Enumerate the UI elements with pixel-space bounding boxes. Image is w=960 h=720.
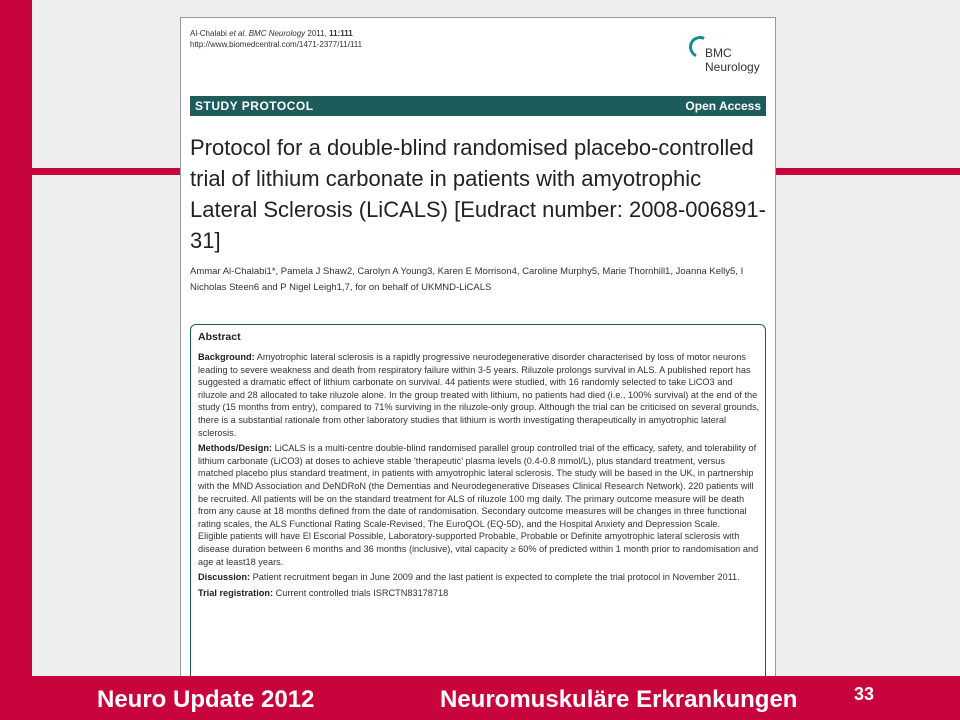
abstract-registration [198,587,760,600]
logo-line-2: Neurology [705,60,760,74]
citation-year: 2011, [307,29,327,38]
abstract-background [198,351,760,439]
footer-course-title: Neuro Update 2012 [97,686,315,713]
abstract-methods [198,442,760,530]
slide-number: 33 [854,684,875,704]
discussion-label: Discussion: [198,572,251,583]
author-list: Ammar Al-Chalabi1*, Pamela J Shaw2, Carolyn A Young3, Karen E Morrison4, Caroline Murphy5, Marie Thornhill1, Joanna Kelly5, I Nicholas Steen6 and P Nigel Leigh1,7, for on behalf of UKMND-LiCALS [190,266,744,293]
journal-logo [689,34,769,78]
footer-topic-title: Neuromuskuläre Erkrankungen [440,686,798,713]
background-text: Amyotrophic lateral sclerosis is a rapidly progressive neurodegenerative disorder characterised by loss of motor neurons leading to severe weakness and death from respiratory failure within 3-5 years. Riluzole prolongs survival in ALS. A published report has suggested a dramatic effect of lithium carbonate on survival. 44 patients were studied, with 16 randomly selected to take LiCO3 and riluzole and 28 allocated to take riluzole alone. In the group treated with lithium, no patients had died (i.e., 100% survival) at the end of the study (15 months from entry), compared to 71% surviving in the riluzole-only group. Although the trial can be criticised on several grounds, there is a substantial rationale from other laboratory studies that lithium is worth investigating therapeutically in amyotrophic lateral sclerosis. [198,352,760,438]
registration-label: Trial registration: [198,587,274,598]
citation-journal: et al. BMC Neurology [229,29,306,38]
citation-volume: 11:111 [329,29,353,38]
left-accent-band [0,0,32,720]
citation-url: http://www.biomedcentral.com/1471-2377/11/111 [190,40,363,49]
eligibility-text: Eligible patients will have El Escorial Possible, Laboratory-supported Probable, Probable or Definite amyotrophic lateral sclerosis with disease duration between 6 months and 36 months (inclusive), vital capacity ≥ 60% of predicted within 1 month prior to randomisation and age at least18 years. [198,531,759,567]
registration-text: Current controlled trials ISRCTN83178718 [275,587,449,598]
title-rule-left [32,168,184,175]
abstract-heading: Abstract [198,331,241,343]
abstract-body [198,351,760,602]
abstract-box [190,324,766,696]
open-access-label: Open Access [685,99,761,113]
abstract-eligibility [198,530,760,568]
paper-page [180,17,776,697]
abstract-discussion [198,571,760,584]
logo-line-1: BMC [705,46,732,60]
discussion-text: Patient recruitment began in June 2009 and the last patient is expected to complete the trial protocol in November 2011. [252,572,740,583]
methods-text: LiCALS is a multi-centre double-blind randomised parallel group controlled trial of the efficacy, safety, and tolerability of lithium carbonate (LiCO3) at doses to achieve stable 'therapeutic' plasma levels (0.4-0.8 mmol/L), plus standard treatment, versus matched placebo plus standard treatment, in patients with amyotrophic lateral sclerosis. The study will be based in the UK, in partnership with the MND Association and DeNDRoN (the Dementias and Neurodegenerative Diseases Clinical Research Network). 220 patients will be recruited. All patients will be on the standard treatment for ALS of riluzole 100 mg daily. The primary outcome measure will be death from any cause at 18 months defined from the date of randomisation. Secondary outcome measures will be changes in three functional rating scales, the ALS Functional Rating Scale-Revised, The EuroQOL (EQ-5D), and the Hospital Anxiety and Depression Scale. [198,443,757,529]
background-label: Background: [198,352,255,362]
paper-title: Protocol for a double-blind randomised placebo-controlled trial of lithium carbonate in patients with amyotrophic Lateral Sclerosis (LiCALS) [Eudract number: 2008-006891-31] [190,135,766,253]
article-type-banner [190,96,766,116]
methods-label: Methods/Design: [198,443,273,454]
citation-block [190,28,362,50]
citation-authors: Al-Chalabi [190,29,227,38]
title-rule-right [776,168,960,175]
article-type: STUDY PROTOCOL [195,99,314,113]
